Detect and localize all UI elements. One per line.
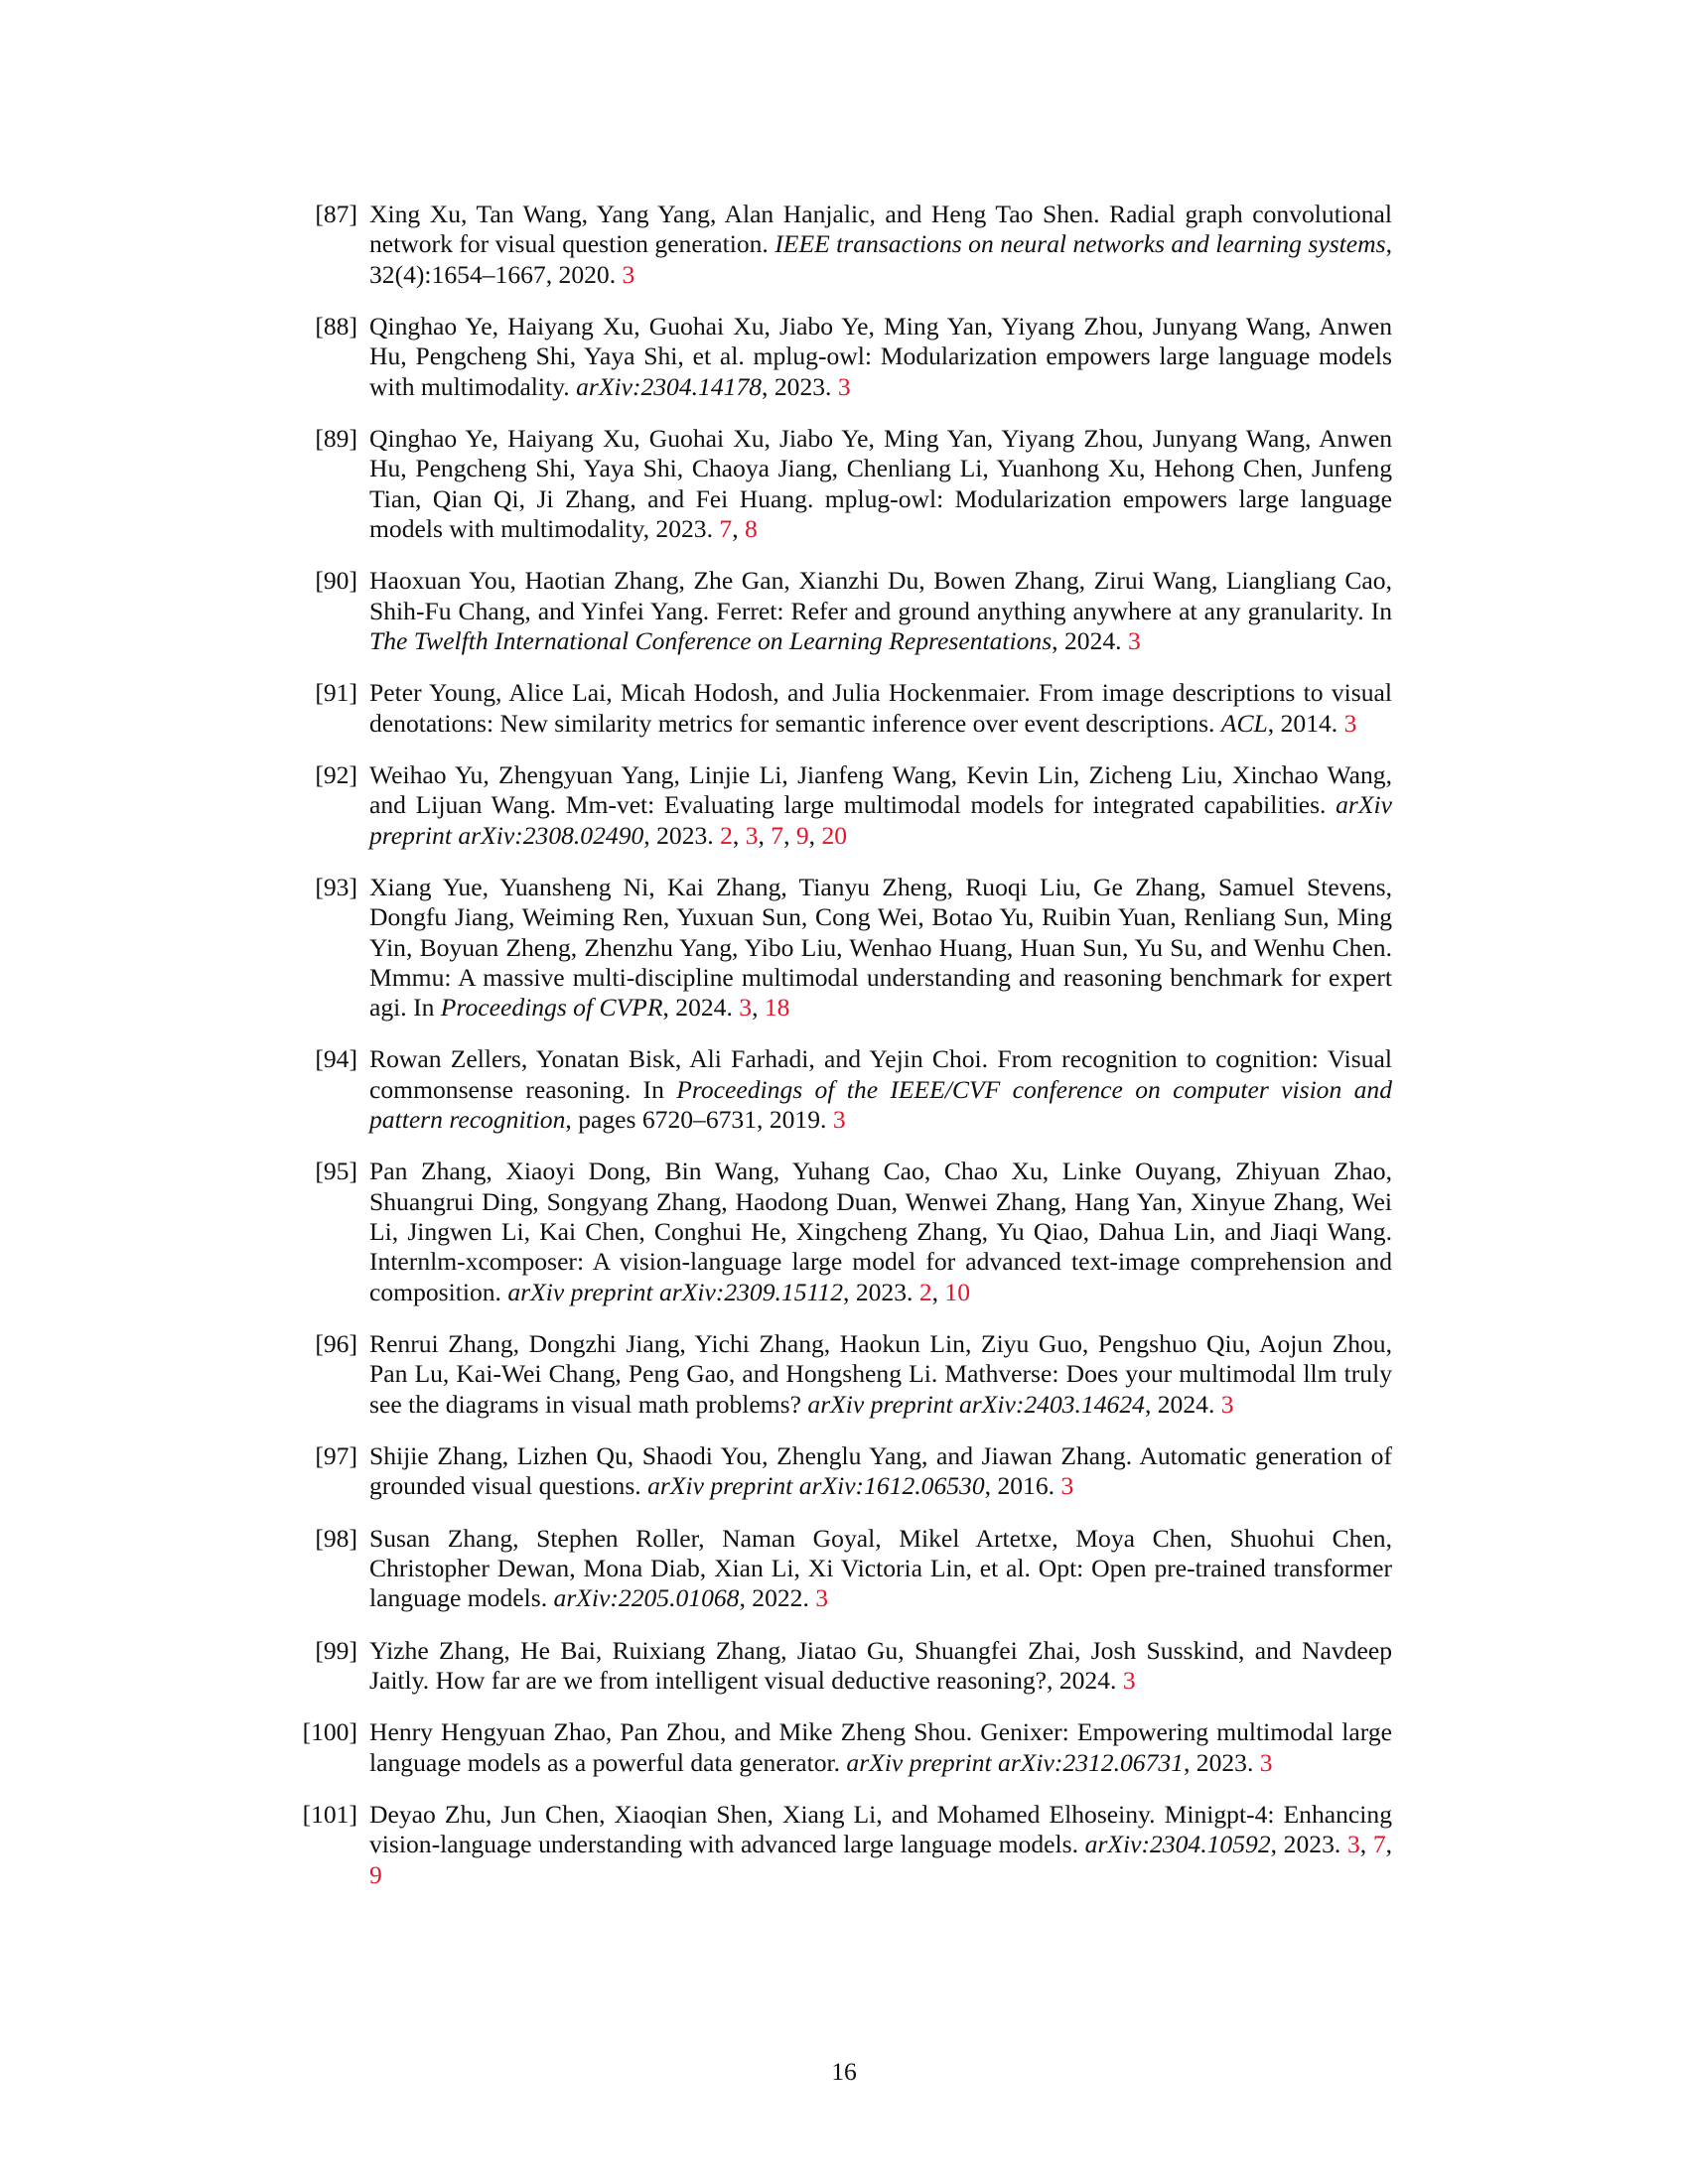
backref-page-link[interactable]: 3 bbox=[1343, 708, 1357, 738]
reference-body bbox=[369, 1044, 1392, 1135]
backref-page-link[interactable]: 3 bbox=[1122, 1666, 1136, 1695]
reference-text: Pan Zhang, Xiaoyi Dong, Bin Wang, Yuhang Cao, Chao Xu, Linke Ouyang, Zhiyuan Zhao, Shuangrui Ding, Songyang Zhang, Haodong Duan, Wenwei Zhang, Hang Yan, Xinyue Zhang, Wei Li, Jingwen Li, Kai Chen, Conghui He, Xingcheng Zhang, Yu Qiao, Dahua Lin, and Jiaqi Wang. Internlm-xcomposer: A vision-language large model for advanced text-image comprehension and composition. bbox=[369, 1157, 1392, 1306]
reference-body bbox=[369, 566, 1392, 656]
reference-venue: arXiv:2304.14178 bbox=[576, 371, 763, 401]
reference-body: Weihao Yu, Zhengyuan Yang, Linjie Li, Jianfeng Wang, Kevin Lin, Zicheng Liu, Xinchao Wang, and Lijuan Wang. Mm-vet: Evaluating large multimodal models for integrated capabilities. arXiv preprint arXiv:2308.02490, 2023. 2, 3, 7, 9, 20 bbox=[369, 759, 1392, 850]
reference-venue: arXiv preprint arXiv:2312.06731 bbox=[846, 1747, 1184, 1777]
reference-item bbox=[298, 1441, 1392, 1502]
reference-text: Deyao Zhu, Jun Chen, Xiaoqian Shen, Xiang Li, and Mohamed Elhoseiny. Minigpt-4: Enhancing vision-language understanding with advanced large language models. bbox=[369, 1800, 1392, 1859]
backref-page-link[interactable]: 9 bbox=[369, 1859, 382, 1889]
backref-page-link[interactable]: 7 bbox=[1372, 1830, 1386, 1859]
backref-page-link[interactable]: 7 bbox=[719, 513, 733, 543]
reference-venue: The Twelfth International Conference on Learning Representations bbox=[369, 625, 1053, 655]
backref-page-link[interactable]: 3 bbox=[745, 820, 759, 850]
backref-page-link[interactable]: 3 bbox=[622, 259, 635, 289]
reference-body bbox=[369, 1636, 1392, 1697]
reference-text: Xiang Yue, Yuansheng Ni, Kai Zhang, Tianyu Zheng, Ruoqi Liu, Ge Zhang, Samuel Stevens, Dongfu Jiang, Weiming Ren, Yuxuan Sun, Cong Wei, Botao Yu, Ruibin Yuan, Renliang Sun, Ming Yin, Boyuan Zheng, Zhenzhu Yang, Yibo Liu, Wenhao Huang, Huan Sun, Yu Su, and Wenhu Chen. Mmmu: A massive multi-discipline multimodal understanding and reasoning benchmark for expert agi. In bbox=[369, 872, 1392, 1023]
reference-text: Henry Hengyuan Zhao, Pan Zhou, and Mike Zheng Shou. Genixer: Empowering multimodal large language models as a powerful data generator. bbox=[369, 1717, 1392, 1777]
reference-text: Qinghao Ye, Haiyang Xu, Guohai Xu, Jiabo Ye, Ming Yan, Yiyang Zhou, Junyang Wang, Anwen Hu, Pengcheng Shi, Yaya Shi, et al. mplug-owl: Modularization empowers large language models with multimodality. bbox=[369, 311, 1392, 401]
reference-number: [98] bbox=[315, 1523, 357, 1553]
backref-page-link[interactable]: 3 bbox=[1346, 1830, 1360, 1859]
reference-text: Rowan Zellers, Yonatan Bisk, Ali Farhadi, and Yejin Choi. From recognition to cognition: Visual commonsense reasoning. In bbox=[369, 1044, 1392, 1104]
reference-text: Susan Zhang, Stephen Roller, Naman Goyal, Mikel Artetxe, Moya Chen, Shuohui Chen, Christopher Dewan, Mona Diab, Xian Li, Xi Victoria Lin, et al. Opt: Open pre-trained transformer language models. bbox=[369, 1523, 1392, 1613]
reference-body bbox=[369, 1717, 1392, 1778]
reference-text: Weihao Yu, Zhengyuan Yang, Linjie Li, Jianfeng Wang, Kevin Lin, Zicheng Liu, Xinchao Wang, and Lijuan Wang. Mm-vet: Evaluating large multimodal models for integrated capabilities. bbox=[369, 759, 1392, 820]
backref-page-link[interactable]: 7 bbox=[771, 820, 784, 850]
reference-number: [90] bbox=[315, 566, 357, 596]
reference-body bbox=[369, 1329, 1392, 1420]
reference-details: , 2024. bbox=[1052, 625, 1122, 655]
backref-page-link[interactable]: 3 bbox=[1127, 625, 1141, 655]
reference-details: , 32(4):1654–1667, 2020. bbox=[369, 229, 1393, 289]
reference-details: , 2022. bbox=[739, 1583, 809, 1613]
reference-body bbox=[369, 678, 1392, 739]
reference-body: Qinghao Ye, Haiyang Xu, Guohai Xu, Jiabo Ye, Ming Yan, Yiyang Zhou, Junyang Wang, Anwen Hu, Pengcheng Shi, Yaya Shi, Chaoya Jiang, Chenliang Li, Yuanhong Xu, Hehong Chen, Junfeng Tian, Qian Qi, Ji Zhang, and Fei Huang. mplug-owl: Modularization empowers large language models with multimodality, 2023. 7, 8 bbox=[369, 423, 1392, 543]
reference-details: , 2023. bbox=[1183, 1747, 1254, 1777]
reference-number: [95] bbox=[315, 1157, 357, 1186]
reference-number: [99] bbox=[315, 1635, 357, 1665]
reference-venue: arXiv preprint arXiv:2309.15112 bbox=[507, 1277, 844, 1306]
reference-details: , 2023. bbox=[643, 820, 714, 850]
reference-number: [97] bbox=[315, 1441, 357, 1471]
reference-list bbox=[298, 200, 1392, 1912]
reference-item bbox=[298, 1329, 1392, 1420]
backref-page-link[interactable]: 3 bbox=[1220, 1389, 1234, 1419]
backref-page-link[interactable]: 20 bbox=[821, 820, 848, 850]
reference-text: Renrui Zhang, Dongzhi Jiang, Yichi Zhang, Haokun Lin, Ziyu Guo, Pengshuo Qiu, Aojun Zhou, Pan Lu, Kai-Wei Chang, Peng Gao, and Hongsheng Li. Mathverse: Does your multimodal llm truly see the diagrams in visual math problems? bbox=[369, 1329, 1392, 1419]
reference-body bbox=[369, 200, 1392, 290]
reference-item bbox=[298, 1524, 1392, 1614]
reference-item bbox=[298, 1044, 1392, 1135]
backref-page-link[interactable]: 3 bbox=[739, 993, 753, 1023]
reference-text: Qinghao Ye, Haiyang Xu, Guohai Xu, Jiabo Ye, Ming Yan, Yiyang Zhou, Junyang Wang, Anwen Hu, Pengcheng Shi, Yaya Shi, Chaoya Jiang, Chenliang Li, Yuanhong Xu, Hehong Chen, Junfeng Tian, Qian Qi, Ji Zhang, and Fei Huang. mplug-owl: Modularization empowers large language models with multimodality, 2023. bbox=[369, 423, 1392, 543]
reference-venue: Proceedings of CVPR bbox=[440, 993, 663, 1023]
reference-item bbox=[298, 1157, 1392, 1306]
reference-item bbox=[298, 566, 1392, 656]
backref-page-link[interactable]: 8 bbox=[744, 513, 758, 543]
backref-page-link[interactable]: 3 bbox=[1259, 1747, 1273, 1777]
reference-number: [87] bbox=[315, 200, 357, 228]
backref-page-link[interactable]: 9 bbox=[795, 820, 809, 850]
backref-page-link[interactable]: 3 bbox=[837, 371, 851, 401]
reference-item bbox=[298, 873, 1392, 1023]
reference-number: [89] bbox=[315, 423, 357, 453]
backref-page-link[interactable]: 3 bbox=[832, 1105, 846, 1135]
reference-number: [93] bbox=[315, 872, 357, 901]
reference-details: , 2016. bbox=[984, 1471, 1055, 1501]
reference-number: [100] bbox=[302, 1717, 357, 1747]
backref-page-link[interactable]: 18 bbox=[764, 993, 790, 1023]
reference-venue: arXiv preprint arXiv:2308.02490 bbox=[369, 790, 1392, 850]
reference-venue: arXiv:2304.10592 bbox=[1084, 1830, 1271, 1859]
reference-number: [96] bbox=[315, 1329, 357, 1359]
reference-details: , pages 6720–6731, 2019. bbox=[565, 1105, 827, 1135]
reference-number: [92] bbox=[315, 759, 357, 789]
reference-venue: arXiv preprint arXiv:1612.06530 bbox=[647, 1471, 985, 1501]
reference-venue: Proceedings of the IEEE/CVF conference on computer vision and pattern recognition bbox=[369, 1074, 1392, 1135]
reference-details: , 2014. bbox=[1267, 708, 1338, 738]
reference-text: Haoxuan You, Haotian Zhang, Zhe Gan, Xianzhi Du, Bowen Zhang, Zirui Wang, Liangliang Cao, Shih-Fu Chang, and Yinfei Yang. Ferret: Refer and ground anything anywhere at any granularity. In bbox=[369, 566, 1392, 625]
reference-body bbox=[369, 1524, 1392, 1614]
reference-details: , 2024. bbox=[662, 993, 733, 1023]
reference-item bbox=[298, 678, 1392, 739]
reference-text: Yizhe Zhang, He Bai, Ruixiang Zhang, Jiatao Gu, Shuangfei Zhai, Josh Susskind, and Navdeep Jaitly. How far are we from intelligent visual deductive reasoning?, 2024. bbox=[369, 1635, 1392, 1695]
reference-details: , 2023. bbox=[762, 371, 832, 401]
reference-number: [101] bbox=[302, 1800, 357, 1830]
reference-venue: ACL bbox=[1220, 708, 1268, 738]
backref-page-link[interactable]: 2 bbox=[720, 820, 733, 850]
backref-page-link[interactable]: 2 bbox=[918, 1277, 932, 1306]
backref-page-link[interactable]: 10 bbox=[944, 1277, 970, 1306]
reference-item bbox=[298, 312, 1392, 402]
backref-page-link[interactable]: 3 bbox=[815, 1583, 829, 1613]
reference-details: , 2024. bbox=[1144, 1389, 1215, 1419]
reference-number: [91] bbox=[315, 678, 357, 708]
reference-item bbox=[298, 1717, 1392, 1778]
reference-venue: arXiv preprint arXiv:2403.14624 bbox=[807, 1389, 1145, 1419]
page-number: 16 bbox=[831, 2057, 857, 2086]
reference-body: Pan Zhang, Xiaoyi Dong, Bin Wang, Yuhang Cao, Chao Xu, Linke Ouyang, Zhiyuan Zhao, Shuangrui Ding, Songyang Zhang, Haodong Duan, Wenwei Zhang, Hang Yan, Xinyue Zhang, Wei Li, Jingwen Li, Kai Chen, Conghui He, Xingcheng Zhang, Yu Qiao, Dahua Lin, and Jiaqi Wang. Internlm-xcomposer: A vision-language large model for advanced text-image comprehension and composition. arXiv preprint arXiv:2309.15112, 2023. 2, 10 bbox=[369, 1157, 1392, 1306]
reference-body: Deyao Zhu, Jun Chen, Xiaoqian Shen, Xiang Li, and Mohamed Elhoseiny. Minigpt-4: Enhancing vision-language understanding with advanced large language models. arXiv:2304.10592, 2023. 3, 7, 9 bbox=[369, 1800, 1393, 1889]
backref-page-link[interactable]: 3 bbox=[1060, 1471, 1074, 1501]
reference-details: , 2023. bbox=[843, 1277, 914, 1306]
reference-number: [88] bbox=[315, 311, 357, 341]
reference-details: , 2023. bbox=[1270, 1830, 1341, 1859]
reference-body: Xiang Yue, Yuansheng Ni, Kai Zhang, Tianyu Zheng, Ruoqi Liu, Ge Zhang, Samuel Stevens, Dongfu Jiang, Weiming Ren, Yuxuan Sun, Cong Wei, Botao Yu, Ruibin Yuan, Renliang Sun, Ming Yin, Boyuan Zheng, Zhenzhu Yang, Yibo Liu, Wenhao Huang, Huan Sun, Yu Su, and Wenhu Chen. Mmmu: A massive multi-discipline multimodal understanding and reasoning benchmark for expert agi. In Proceedings of CVPR, 2024. 3, 18 bbox=[369, 872, 1392, 1023]
reference-item bbox=[298, 424, 1392, 544]
reference-item bbox=[298, 200, 1392, 290]
reference-text: Xing Xu, Tan Wang, Yang Yang, Alan Hanjalic, and Heng Tao Shen. Radial graph convolutional network for visual question generation. bbox=[369, 200, 1392, 259]
reference-item bbox=[298, 1800, 1392, 1890]
reference-text: Shijie Zhang, Lizhen Qu, Shaodi You, Zhenglu Yang, and Jiawan Zhang. Automatic generation of grounded visual questions. bbox=[369, 1441, 1392, 1501]
reference-text: Peter Young, Alice Lai, Micah Hodosh, and Julia Hockenmaier. From image descriptions to visual denotations: New similarity metrics for semantic inference over event descriptions. bbox=[369, 678, 1392, 738]
reference-venue: arXiv:2205.01068 bbox=[553, 1583, 740, 1613]
reference-body bbox=[369, 1441, 1392, 1502]
reference-body bbox=[369, 312, 1392, 402]
reference-venue: IEEE transactions on neural networks and learning systems bbox=[774, 229, 1386, 259]
reference-item bbox=[298, 1636, 1392, 1697]
reference-number: [94] bbox=[315, 1044, 357, 1074]
reference-item bbox=[298, 760, 1392, 851]
